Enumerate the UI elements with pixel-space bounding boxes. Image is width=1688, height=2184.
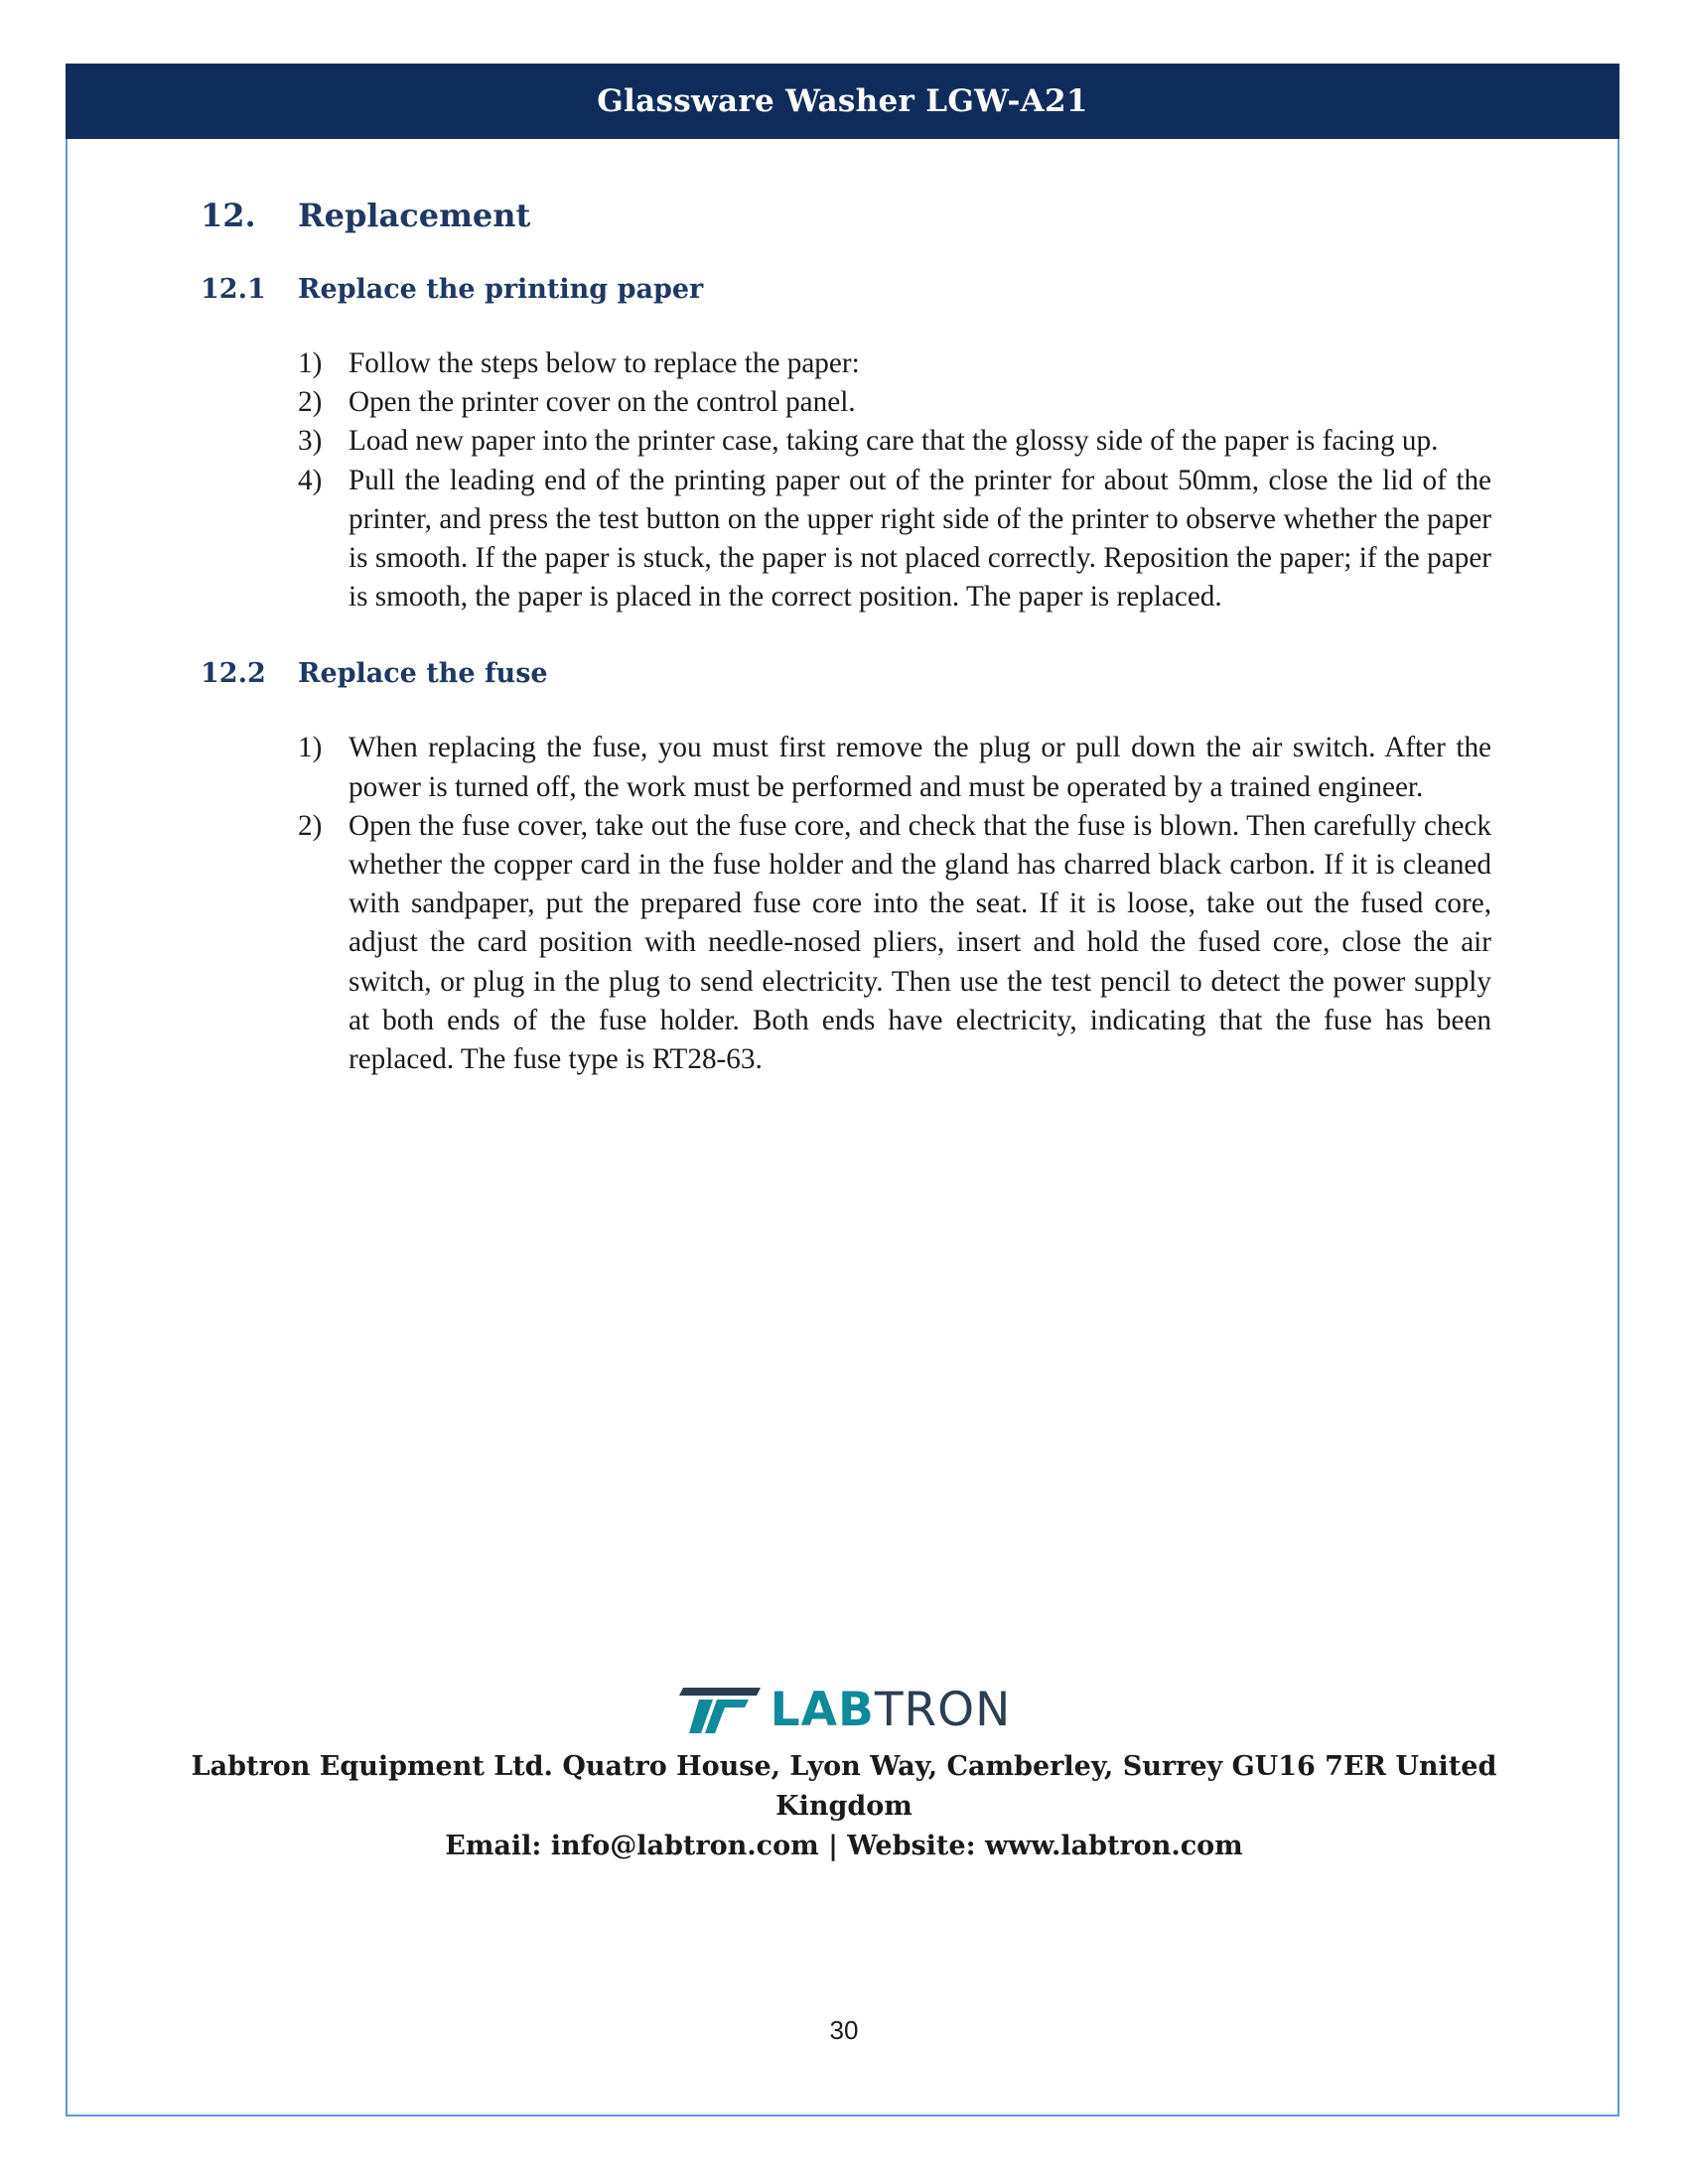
step-text: Load new paper into the printer case, taking care that the glossy side of the paper is facing up. (349, 425, 1439, 458)
header-bar (66, 64, 1619, 139)
step-marker: 2) (298, 386, 323, 419)
document-title: Glassware Washer LGW-A21 (597, 83, 1088, 119)
step-text: Open the printer cover on the control panel. (349, 386, 856, 419)
subsection-heading-paper (201, 274, 1491, 305)
section-heading (201, 197, 1491, 234)
subsection-number: 12.1 (201, 274, 266, 305)
step-text: Open the fuse cover, take out the fuse core, and check that the fuse is blown. Then carefully check whether the copper card in the fuse holder and the gland has charred black carbon. If it is cleaned with sandpaper, put the prepared fuse core into the seat. If it is loose, take out the fused core, adjust the card position with needle-nosed pliers, insert and hold the fused core, close the air switch, or plug in the plug to send electricity. Then use the test pencil to detect the power supply at both ends of the fuse holder. Both ends have electricity, indicating that the fuse has been replaced. The fuse type is RT28-63. (349, 809, 1491, 1076)
section-title: Replacement (298, 197, 531, 234)
step-marker: 1) (298, 732, 323, 764)
step-marker: 2) (298, 809, 323, 842)
company-address: Labtron Equipment Ltd. Quatro House, Lyon Way, Camberley, Surrey GU16 7ER United Kingdom (191, 1751, 1497, 1822)
step-text: Follow the steps below to replace the paper: (349, 347, 860, 379)
labtron-logo-icon (677, 1682, 767, 1737)
list-item (298, 422, 1491, 461)
subsection-title: Replace the fuse (298, 658, 548, 690)
step-marker: 3) (298, 425, 323, 458)
step-text: When replacing the fuse, you must first remove the plug or pull down the air switch. After the power is turned off, the work must be performed and must be operated by a trained engineer. (349, 732, 1491, 803)
subsection-number: 12.2 (201, 658, 266, 690)
company-contact: Email: info@labtron.com | Website: www.labtron.com (445, 1831, 1243, 1861)
section-number: 12. (201, 197, 256, 234)
list-item (298, 344, 1491, 383)
subsection-title: Replace the printing paper (298, 274, 704, 305)
list-item (298, 729, 1491, 806)
labtron-logo (159, 1678, 1529, 1741)
subsection-heading-fuse (201, 658, 1491, 689)
step-list-paper (201, 344, 1491, 616)
step-marker: 1) (298, 347, 323, 379)
list-item (298, 462, 1491, 617)
step-marker: 4) (298, 464, 323, 496)
step-list-fuse (201, 729, 1491, 1079)
logo-text-lab: LAB (770, 1682, 875, 1737)
list-item (298, 383, 1491, 422)
main-content (201, 197, 1491, 1121)
logo-text-tron: TRON (874, 1682, 1012, 1737)
list-item (298, 807, 1491, 1079)
footer (159, 1678, 1529, 1866)
page-number: 30 (829, 2015, 859, 2045)
step-text: Pull the leading end of the printing paper out of the printer for about 50mm, close the lid of the printer, and press the test button on the upper right side of the printer to observe whether the paper is smooth. If the paper is stuck, the paper is not placed correctly. Reposition the paper; if the paper is smooth, the paper is placed in the correct position. The paper is replaced. (349, 464, 1491, 614)
